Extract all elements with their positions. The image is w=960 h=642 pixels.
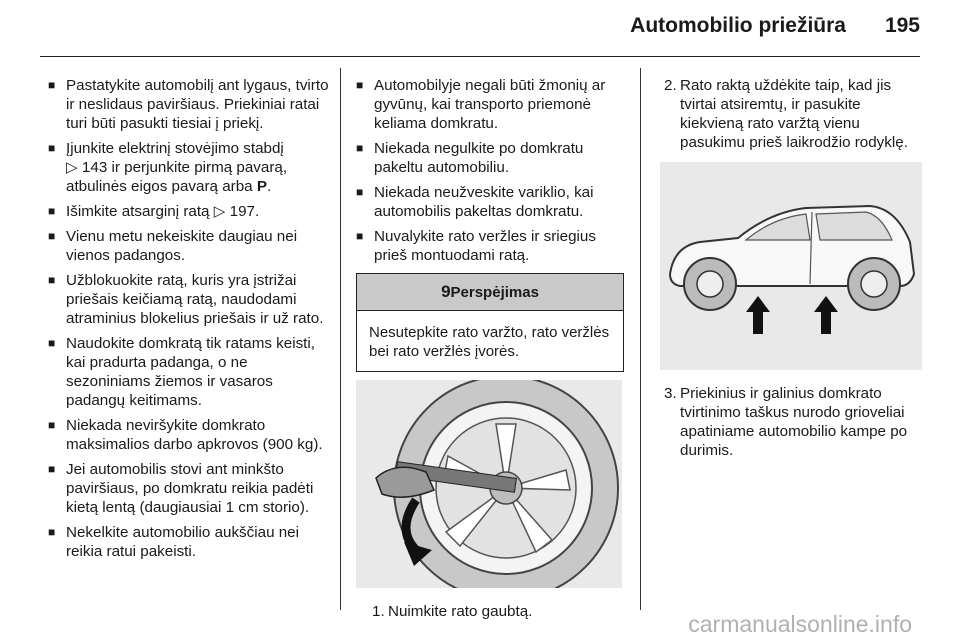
list-item: ■ Niekada negulkite po domkratu pakeltu automobiliu. <box>356 140 584 176</box>
warning-box <box>356 273 624 372</box>
page-reference[interactable]: 197 <box>229 203 255 220</box>
list-item: ■ Pastatykite automobilį ant lygaus, tvirto ir neslidaus paviršiaus. Priekiniai ratai turi būti pasukti tiesiai į priekį. <box>48 77 329 132</box>
page-number: 195 <box>884 14 920 37</box>
page-title: Automobilio priežiūra <box>630 14 846 37</box>
list-item: ■ Niekada neviršykite domkrato maksimalios darbo apkrovos (900 kg). <box>48 417 323 453</box>
triangle-reference-icon: ▷ <box>66 159 78 176</box>
list-item: ■ Užblokuokite ratą, kuris yra įstrižai priešais keičiamą ratą, naudodami atraminius blokelius priešais ir už rato. <box>48 272 324 327</box>
triangle-reference-icon: ▷ <box>213 203 226 220</box>
column-divider-2 <box>640 68 641 610</box>
warning-header <box>357 274 623 311</box>
list-item: ■ Jei automobilis stovi ant minkšto paviršiaus, po domkratu reikia padėti kietą lentą (daugiausiai 1 cm storio). <box>48 461 314 516</box>
warning-text: Nesutepkite rato varžto, rato veržlės bei rato veržlės įvorės. <box>369 324 610 360</box>
wheel-illustration <box>356 380 622 588</box>
step-3-container <box>660 384 922 460</box>
step-3: 3. Priekinius ir galinius domkrato tvirtinimo taškus nurodo grioveliai apatiniame automobilio kampe po durimis. <box>664 385 908 459</box>
step-1: 1. Nuimkite rato gaubtą. <box>372 603 533 620</box>
warning-icon: 9 <box>441 282 451 301</box>
gear-label: P <box>256 178 267 195</box>
list-item: ■ Nekelkite automobilio aukščiau nei reikia ratui pakeisti. <box>48 524 300 560</box>
step-2: 2. Rato raktą uždėkite taip, kad jis tvirtai atsiremtų, ir pasukite kiekvieną rato varžtą vienu pasukimu prieš laikrodžio rodyklę. <box>664 77 908 151</box>
column-1 <box>48 76 330 567</box>
list-item: ■ Automobilyje negali būti žmonių ar gyvūnų, kai transporto priemonė keliama domkratu. <box>356 77 606 132</box>
column-divider-1 <box>340 68 341 610</box>
car-jacking-points-illustration <box>660 162 922 370</box>
list-item: ■ Vienu metu nekeiskite daugiau nei vienos padangos. <box>48 228 298 264</box>
list-item: ■ Niekada neužveskite variklio, kai automobilis pakeltas domkratu. <box>356 184 594 220</box>
list-item: ■ Naudokite domkratą tik ratams keisti, kai pradurta padanga, o ne sezoniniams žiemos ir vasaros padangų keitimams. <box>48 335 315 409</box>
header-divider <box>40 56 920 57</box>
car-lift-icon <box>660 162 922 370</box>
column-3 <box>660 76 922 460</box>
column-2 <box>356 76 624 621</box>
warning-title: Perspėjimas <box>450 284 539 301</box>
watermark: carmanualsonline.info <box>688 611 912 637</box>
list-item: ■ Įjunkite elektrinį stovėjimo stabdį ▷ 143 ir perjunkite pirmą pavarą, atbulinės eigos pavarą arba P. <box>48 140 288 195</box>
list-item: ■ Nuvalykite rato veržles ir sriegius prieš montuodami ratą. <box>356 228 596 264</box>
wheel-wrench-icon <box>356 380 622 588</box>
list-item: ■ Išimkite atsarginį ratą ▷ 197. <box>48 203 260 220</box>
page-reference[interactable]: 143 <box>81 159 108 176</box>
